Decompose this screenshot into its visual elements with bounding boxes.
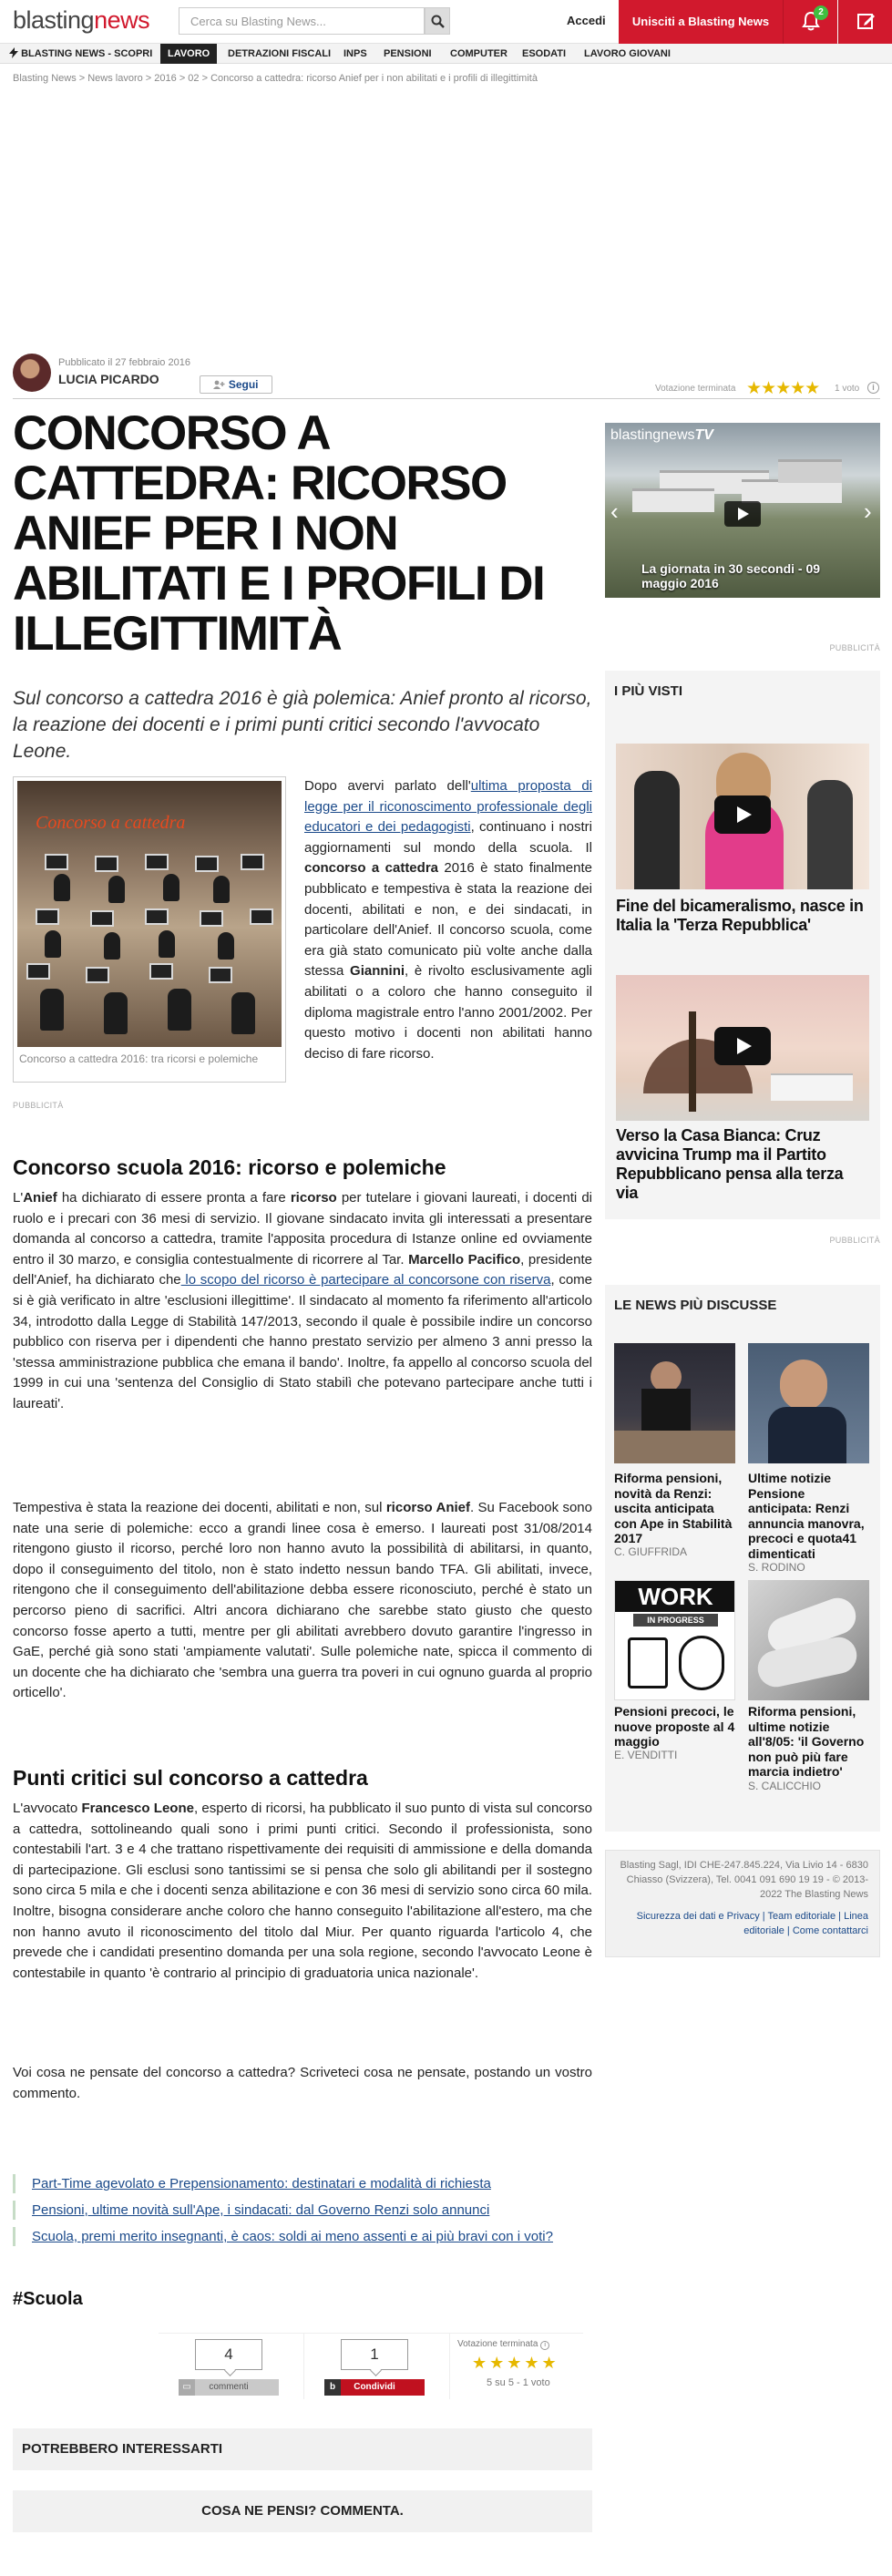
article-lead: Sul concorso a cattedra 2016 è già polemica: Anief pronto al ricorso, la reazione dei docenti e i primi punti critici secondo l'avvocato Leone. — [13, 688, 592, 762]
video-player[interactable] — [605, 423, 880, 598]
most-viewed-title: I PIÙ VISTI — [614, 683, 683, 699]
search-button[interactable] — [425, 7, 450, 35]
discussed-author[interactable]: E. VENDITTI — [614, 1749, 678, 1761]
nav-item-computer[interactable]: COMPUTER — [450, 48, 508, 59]
paragraph-intro: Dopo avervi parlato dell'ultima proposta di legge per il riconoscimento professionale degli educatori e dei pedagogisti, continuano i nostri aggiornamenti sul mondo della scuola. Il concorso a cattedra 2016 è stato finalmente pubblicato e tempestiva è stata la reazione dei docenti, abilitati e non, e dei sindacati, in particolare dell'Anief. Il concorso scuola, come era già stato comunicato più volte anche dalla stessa Giannini, è rivolto esclusivamente agli abilitati o a coloro che hanno conseguito il diploma magistrale entro l'anno 2001/2002. Per questo motivo i docenti non abilitati hanno deciso di fare ricorso. — [304, 778, 593, 1062]
share-icon: b — [324, 2379, 341, 2396]
related-links — [13, 2174, 592, 2253]
nav-item-pensioni[interactable]: PENSIONI — [384, 48, 432, 59]
login-link[interactable]: Accedi — [567, 14, 606, 27]
vote-status: Votazione terminata — [655, 384, 736, 394]
play-icon[interactable] — [714, 795, 771, 834]
chevron-left-icon[interactable]: ‹ — [610, 498, 619, 525]
most-viewed-image[interactable] — [616, 975, 869, 1121]
work-sub-banner: IN PROGRESS — [633, 1614, 718, 1627]
site-logo[interactable] — [13, 6, 149, 35]
logo-accent: news — [94, 6, 150, 34]
author-row — [13, 354, 880, 399]
nav-item-inps[interactable]: INPS — [343, 48, 367, 59]
discussed-headline[interactable]: Ultime notizie Pensione anticipata: Renzi annuncia manovra, precoci e quota41 dimenticati — [748, 1471, 865, 1561]
hashtag-tag[interactable]: #Scuola — [13, 2289, 83, 2309]
share-label: Condividi — [354, 2382, 395, 2392]
shares-col — [304, 2334, 450, 2399]
article-image[interactable] — [13, 776, 286, 1083]
comment-icon: ▭ — [179, 2379, 195, 2396]
category-nav — [0, 44, 892, 64]
write-article-button[interactable] — [838, 0, 892, 44]
paragraph-reazione: Tempestiva è stata la reazione dei docenti, abilitati e non, sul ricorso Anief. Su Facebook sono nate una serie di polemiche: ecco a grandi linee cosa è emerso. I laureati post 31/08/2014 ritengono giusto il ricorso, perché loro non hanno avuto la possibilità di abilitarsi, in quanto, dopo il conseguimento del titolo, non è stato indetto nessun bando TFA. Gli abilitati, invece, ritengono che il conseguimento dell'abilitazione debba essere riconosciuto, perché è stato un percorso pieno di sacrifici. Altri ancora dichiarano che sarebbe stato giusto che questo concorso fosse aperto a tutti, mentre per gli abilitati avrebbero dovuto garantire l'ingresso in GaE, perché già sono stati 'ampiamente valutati'. Sulle polemiche nate, spicca il commento di un docente che ha dichiarato che 'sembra una guerra tra poveri in cui ognuno guarda al proprio orticello'. — [13, 1500, 592, 1701]
vote-count: 1 voto — [835, 384, 860, 394]
image-banner: Concorso a cattedra — [36, 813, 186, 833]
search-input[interactable]: Cerca su Blasting News... — [179, 7, 425, 35]
related-link[interactable]: Scuola, premi merito insegnanti, è caos: soldi ai meno assenti e ai più bravi con i voti? — [13, 2227, 592, 2246]
most-viewed-image[interactable] — [616, 744, 869, 889]
info-icon[interactable]: i — [540, 2341, 549, 2350]
work-banner: WORK — [615, 1581, 735, 1612]
vote-summary: 5 su 5 - 1 voto — [487, 2377, 550, 2388]
join-button[interactable]: Unisciti a Blasting News — [619, 0, 783, 44]
footer-company: Blasting Sagl, IDI CHE-247.845.224, Via Livio 14 - 6830 Chiasso (Svizzera), Tel. 0041 091 690 19 19 - © 2013-2022 The Blasting News — [620, 1860, 868, 1900]
image-caption: Concorso a cattedra 2016: tra ricorsi e polemiche — [19, 1052, 259, 1065]
nav-item-esodati[interactable]: ESODATI — [522, 48, 567, 59]
follow-button[interactable] — [200, 375, 272, 394]
discussed-image[interactable] — [614, 1580, 735, 1700]
link-scopo-ricorso[interactable]: lo scopo del ricorso è partecipare al concorsone con riserva — [180, 1272, 551, 1288]
bolt-icon — [9, 47, 18, 58]
discussed-headline[interactable]: Riforma pensioni, ultime notizie all'8/05: 'il Governo non può più fare marcia indietro' — [748, 1704, 865, 1779]
add-user-icon — [213, 380, 225, 389]
most-discussed-title: LE NEWS PIÙ DISCUSSE — [614, 1298, 777, 1313]
edit-icon — [857, 12, 876, 30]
most-viewed-headline[interactable]: Verso la Casa Bianca: Cruz avvicina Trump ma il Partito Repubblicano pensa alla terza via — [616, 1126, 844, 1202]
discussed-author[interactable]: S. CALICCHIO — [748, 1780, 822, 1792]
rating-stars-bottom: ★★★★★ — [472, 2354, 559, 2372]
info-icon[interactable]: i — [867, 382, 879, 394]
discussed-author[interactable]: S. RODINO — [748, 1561, 805, 1574]
video-caption: La giornata in 30 secondi - 09 maggio 2016 — [641, 561, 821, 590]
comments-button[interactable] — [179, 2379, 279, 2396]
paragraph-conclusion: Voi cosa ne pensate del concorso a cattedra? Scriveteci cosa ne pensate, postando un vostro commento. — [13, 2065, 592, 2101]
related-link[interactable]: Pensioni, ultime novità sull'Ape, i sindacati: dal Governo Renzi solo annunci — [13, 2201, 592, 2220]
paragraph-ricorso: L'Anief ha dichiarato di essere pronta a fare ricorso per tutelare i giovani laureati, i docenti di ruolo e i precari con 36 mesi di servizio. Il giovane sindacato invita gli interessati a presentare domanda al concorso a cattedra, tramite l'apposita procedura di Istanze online ed ovviamente entro il 30 marzo, e consiglia contestualmente di ricorrere al Tar. Marcello Pacifico, presidente dell'Anief, ha dichiarato che lo scopo del ricorso è partecipare al concorsone con riserva, come si è già verificato in altre 'esclusioni illegittime'. Il sindacato al momento fa riferimento all'articolo 34, introdotto dalla Legge di Stabilità 147/2013, secondo il quale è possibile indire un concorso pubblico con riserva per i dipendenti che hanno prestato servizio per almeno 3 anni presso la 'stessa amministrazione pubblica che emana il bando'. Inoltre, fa appello al concorso scuola del 1999 in cui una 'sentenza del Consiglio di Stato stabilì che potevano partecipare anche tutti i laureati'. — [13, 1190, 593, 1411]
section-heading-punti-critici: Punti critici sul concorso a cattedra — [13, 1766, 368, 1790]
search-icon — [431, 15, 445, 28]
most-viewed-box — [605, 671, 880, 1219]
play-icon[interactable] — [724, 501, 761, 527]
section-heading-ricorso: Concorso scuola 2016: ricorso e polemiche — [13, 1155, 446, 1179]
nav-item-label: BLASTING NEWS - SCOPRI — [21, 48, 153, 59]
discussed-image[interactable] — [748, 1343, 869, 1463]
discussed-image[interactable] — [614, 1343, 735, 1463]
share-bar — [159, 2333, 583, 2398]
comments-col — [159, 2334, 304, 2399]
rating-stars: ★★★★★ — [746, 379, 820, 398]
nav-item-lavoro-giovani[interactable]: LAVORO GIOVANI — [584, 48, 671, 59]
top-bar — [0, 0, 892, 44]
discussed-headline[interactable]: Pensioni precoci, le nuove proposte al 4 maggio — [614, 1704, 735, 1749]
tv-logo: blastingnewsTV — [610, 427, 713, 443]
logo-text: blasting — [13, 6, 95, 34]
breadcrumb[interactable]: Blasting News > News lavoro > 2016 > 02 > Concorso a cattedra: ricorso Anief per i non abilitati e i profili di illegittimità — [13, 73, 538, 84]
notifications-button[interactable] — [783, 0, 837, 44]
page-title: CONCORSO A CATTEDRA: RICORSO ANIEF PER I NON ABILITATI E I PROFILI DI ILLEGITTIMITÀ — [13, 406, 545, 661]
discussed-image[interactable] — [748, 1580, 869, 1700]
author-name[interactable]: LUCIA PICARDO — [58, 372, 159, 386]
avatar[interactable] — [13, 354, 51, 392]
play-icon[interactable] — [714, 1027, 771, 1065]
discussed-headline[interactable]: Riforma pensioni, novità da Renzi: uscita anticipata con Ape in Stabilità 2017 — [614, 1471, 733, 1545]
vote-status-bottom: Votazione terminata i — [457, 2339, 549, 2350]
ad-label: PUBBLICITÀ — [13, 1101, 64, 1110]
classroom-photo — [17, 781, 282, 1047]
follow-label: Segui — [228, 378, 259, 391]
publish-date: Pubblicato il 27 febbraio 2016 — [58, 357, 190, 368]
nav-item-lavoro[interactable]: LAVORO — [160, 44, 217, 64]
paragraph-punti-critici: L'avvocato Francesco Leone, esperto di ricorsi, ha pubblicato il suo punto di vista sul concorso a cattedra, sottolineando quali sono i primi punti critici. Secondo il professionista, sono contestabili l'art. 3 e 4 che trattano rispettivamente dei requisiti di ammissione e della domanda di partecipazione. Gli esclusi sono tantissimi se si pensa che solo gli abilitandi per il sostegno sono circa 5 mila e che i docenti senza abilitazione e con 36 mesi di servizio sono circa 60 mila. Inoltre, bisogna considerare anche coloro che hanno conseguito l'abilitazione all'estero, ma che non hanno avuto il riconoscimento del titolo dal Miur. Per quanto riguarda l'articolo 4, che prevede che i candidati presentino domanda per una sola regione, secondo l'avvocato Leone è contestabile in quanto 'è contrario al principio di graduatoria unica nazionale'. — [13, 1801, 592, 1981]
comments-count: 4 — [195, 2339, 262, 2370]
most-viewed-headline[interactable]: Fine del bicameralismo, nasce in Italia la 'Terza Repubblica' — [616, 897, 864, 934]
comment-cta[interactable]: COSA NE PENSI? COMMENTA. — [13, 2490, 592, 2532]
most-discussed-box — [605, 1285, 880, 1832]
footer-links[interactable]: Sicurezza dei dati e Privacy | Team editoriale | Linea editoriale | Come contattarci — [636, 1911, 868, 1936]
nav-item-discover[interactable] — [9, 44, 152, 64]
related-link[interactable]: Part-Time agevolato e Prepensionamento: destinatari e modalità di richiesta — [13, 2174, 592, 2193]
shares-count: 1 — [341, 2339, 408, 2370]
notification-badge: 2 — [814, 5, 828, 20]
share-button[interactable] — [324, 2379, 425, 2396]
chevron-right-icon[interactable]: › — [864, 498, 872, 525]
discussed-author[interactable]: C. GIUFFRIDA — [614, 1545, 687, 1558]
ad-label: PUBBLICITÀ — [829, 643, 880, 652]
ad-label: PUBBLICITÀ — [829, 1236, 880, 1245]
comments-label: commenti — [209, 2382, 249, 2392]
nav-item-detrazioni[interactable]: DETRAZIONI FISCALI — [228, 48, 332, 59]
interest-section-header: POTREBBERO INTERESSARTI — [13, 2428, 592, 2470]
site-footer — [605, 1850, 880, 1957]
link-proposta-legge[interactable]: ultima proposta di legge per il riconoscimento professionale degli educatori e dei pedagogisti — [304, 778, 593, 836]
